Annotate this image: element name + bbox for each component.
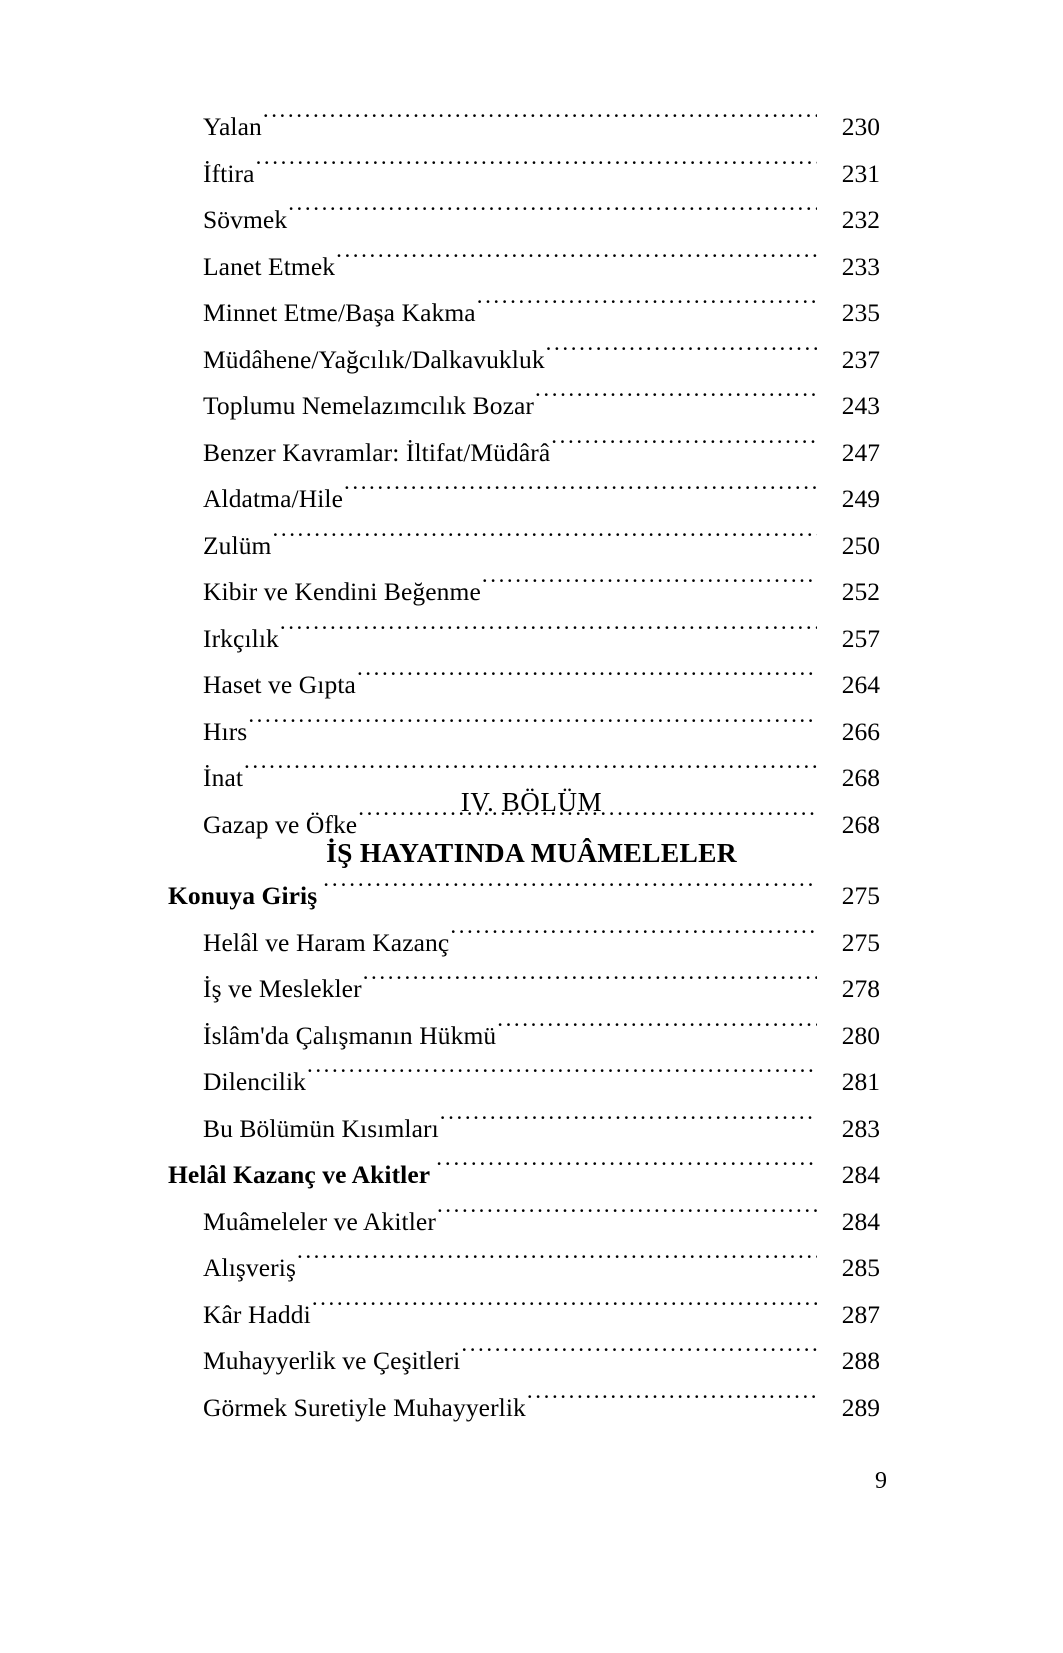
toc-entry-page-number: 264 (841, 670, 880, 699)
toc-entry[interactable] (168, 197, 880, 244)
dot-leader (440, 1111, 817, 1137)
toc-entry[interactable] (168, 1199, 880, 1246)
toc-entry-page-number: 278 (841, 974, 880, 1003)
toc-entry-label: Müdâhene/Yağcılık/Dalkavukluk (203, 344, 545, 374)
chapter-title: İŞ HAYATINDA MUÂMELELER (326, 837, 737, 868)
toc-entry[interactable] (168, 337, 880, 384)
toc-entry[interactable] (168, 1245, 880, 1292)
toc-entry-page-number: 280 (841, 1020, 880, 1050)
dot-leader (437, 1204, 817, 1230)
dot-leader (280, 621, 817, 647)
dot-leader (256, 156, 817, 182)
toc-list-lower (168, 873, 880, 1431)
toc-entry[interactable] (168, 290, 880, 337)
dot-leader (461, 1344, 817, 1370)
dot-leader (546, 342, 817, 368)
toc-entry-page-number: 243 (841, 391, 880, 420)
toc-entry-page-number: 249 (841, 484, 880, 513)
dot-leader (288, 203, 817, 229)
toc-entry-label: Helâl ve Haram Kazanç (203, 927, 450, 957)
toc-entry-page-number: 230 (841, 112, 880, 141)
dot-leader (497, 1018, 817, 1044)
dot-leader (323, 879, 817, 905)
toc-entry-label: İnat (203, 763, 244, 792)
toc-entry[interactable] (168, 1338, 880, 1385)
dot-leader (535, 389, 817, 415)
toc-entry-label: Helâl Kazanç ve Akitler (168, 1160, 431, 1189)
toc-entry-label: Dilencilik (203, 1067, 306, 1096)
toc-entry-page-number: 235 (841, 298, 880, 327)
toc-entry[interactable] (168, 476, 880, 523)
dot-leader (482, 575, 817, 601)
dot-leader (344, 482, 817, 508)
toc-entry[interactable] (168, 1059, 880, 1106)
toc-entry-page-number: 275 (841, 881, 880, 910)
chapter-heading-block (0, 782, 1063, 873)
toc-entry-label: Irkçılık (203, 623, 279, 653)
dot-leader (312, 1297, 817, 1323)
toc-entry-label: Bu Bölümün Kısımları (203, 1113, 439, 1143)
toc-list-upper (168, 104, 880, 848)
toc-entry-label: Hırs (203, 716, 248, 746)
dot-leader (450, 925, 817, 951)
toc-entry-page-number: 268 (841, 809, 880, 839)
toc-entry[interactable] (168, 873, 880, 920)
dot-leader (436, 1158, 817, 1184)
toc-entry-label: Konuya Giriş (168, 881, 318, 910)
toc-entry[interactable] (168, 1152, 880, 1199)
dot-leader (477, 296, 817, 322)
toc-entry[interactable] (168, 383, 880, 430)
toc-entry-label: Yalan (203, 112, 262, 141)
toc-entry-label: Kibir ve Kendini Beğenme (203, 577, 481, 606)
toc-entry-label: İş ve Meslekler (203, 974, 362, 1003)
toc-entry[interactable] (168, 709, 880, 756)
toc-entry-page-number: 247 (841, 437, 880, 467)
toc-entry-label: Benzer Kavramlar: İltifat/Müdârâ (203, 437, 551, 467)
toc-entry[interactable] (168, 151, 880, 198)
toc-entry-label: Zulüm (203, 530, 272, 560)
dot-leader (527, 1390, 817, 1416)
toc-entry-label: Gazap ve Öfke (203, 809, 358, 839)
toc-entry-page-number: 231 (841, 158, 880, 188)
toc-entry[interactable] (168, 244, 880, 291)
toc-entry-label: Muâmeleler ve Akitler (203, 1206, 436, 1236)
toc-entry-page-number: 281 (841, 1067, 880, 1096)
toc-entry-page-number: 252 (841, 577, 880, 606)
toc-entry-page-number: 283 (841, 1113, 880, 1143)
toc-entry-page-number: 250 (841, 530, 880, 560)
toc-entry-page-number: 287 (841, 1299, 880, 1329)
toc-entry[interactable] (168, 920, 880, 967)
dot-leader (248, 714, 817, 740)
toc-entry[interactable] (168, 1385, 880, 1432)
toc-entry-page-number: 288 (841, 1346, 880, 1375)
toc-entry[interactable] (168, 569, 880, 616)
toc-entry[interactable] (168, 1013, 880, 1060)
dot-leader (357, 668, 817, 694)
dot-leader (551, 435, 817, 461)
toc-entry-page-number: 289 (841, 1392, 880, 1422)
dot-leader (297, 1251, 817, 1277)
dot-leader (307, 1065, 817, 1091)
toc-entry[interactable] (168, 662, 880, 709)
toc-entry[interactable] (168, 430, 880, 477)
toc-entry-page-number: 268 (841, 763, 880, 792)
dot-leader (336, 249, 817, 275)
toc-entry-label: Minnet Etme/Başa Kakma (203, 298, 476, 327)
toc-entry[interactable] (168, 1292, 880, 1339)
toc-entry[interactable] (168, 104, 880, 151)
toc-entry-label: Kâr Haddi (203, 1299, 311, 1329)
page-folio-number: 9 (875, 1468, 887, 1494)
toc-entry-label: Sövmek (203, 205, 288, 234)
toc-entry-page-number: 237 (841, 344, 880, 374)
toc-entry-label: Lanet Etmek (203, 251, 336, 281)
chapter-number: IV. BÖLÜM (460, 787, 603, 817)
toc-entry-label: Aldatma/Hile (203, 484, 343, 513)
toc-entry[interactable] (168, 616, 880, 663)
toc-entry-page-number: 233 (841, 251, 880, 281)
toc-entry-page-number: 285 (841, 1253, 880, 1282)
toc-entry-page-number: 266 (841, 716, 880, 746)
toc-entry-label: Muhayyerlik ve Çeşitleri (203, 1346, 461, 1375)
toc-entry-page-number: 275 (841, 927, 880, 957)
toc-entry-label: Görmek Suretiyle Muhayyerlik (203, 1392, 526, 1422)
toc-entry[interactable] (168, 966, 880, 1013)
toc-entry[interactable] (168, 523, 880, 570)
toc-entry-page-number: 232 (841, 205, 880, 234)
dot-leader (263, 110, 817, 136)
toc-entry-label: İslâm'da Çalışmanın Hükmü (203, 1020, 497, 1050)
toc-entry-label: İftira (203, 158, 255, 188)
toc-entry-page-number: 257 (841, 623, 880, 653)
dot-leader (363, 972, 817, 998)
toc-entry-page-number: 284 (841, 1206, 880, 1236)
toc-entry-label: Alışveriş (203, 1253, 296, 1282)
toc-entry-label: Toplumu Nemelazımcılık Bozar (203, 391, 535, 420)
dot-leader (273, 528, 818, 554)
toc-entry-page-number: 284 (841, 1160, 880, 1189)
toc-entry-label: Haset ve Gıpta (203, 670, 356, 699)
toc-entry[interactable] (168, 1106, 880, 1153)
